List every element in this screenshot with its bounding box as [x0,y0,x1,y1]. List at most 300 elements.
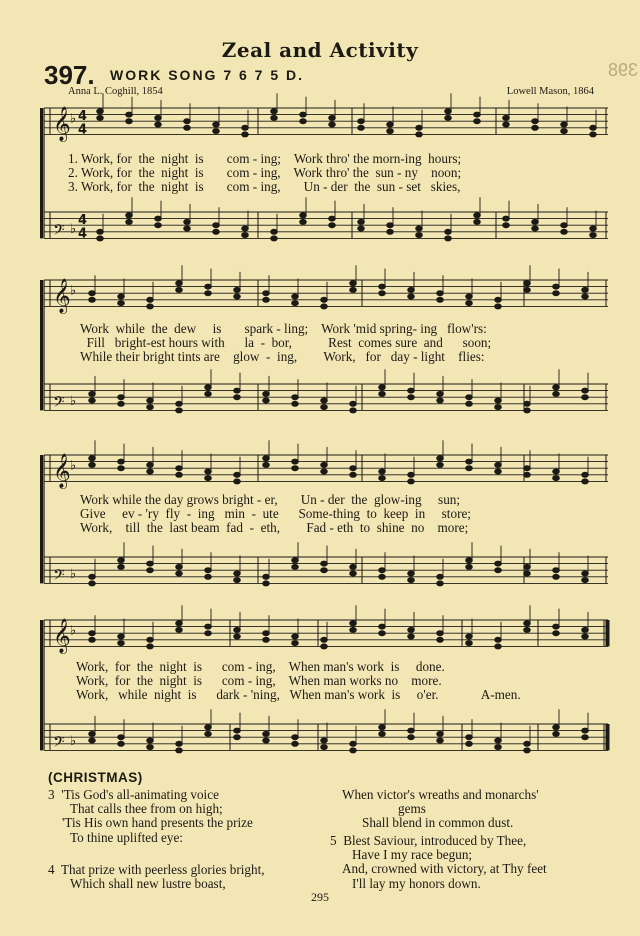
note-head [205,385,212,390]
note-head [466,401,473,406]
note-head [524,741,531,746]
note-head [379,568,386,573]
verse-line: 'Tis His own hand presents the prize [62,815,253,831]
extra-verses-heading: (CHRISTMAS) [48,770,143,785]
verse-5 [330,834,547,891]
note-head [292,466,299,471]
note-head [300,213,307,218]
key-flat: ♭ [70,111,77,127]
note-head [263,456,270,461]
note-head [474,219,481,224]
verse-4-continued [342,788,539,831]
treble-clef: 𝄞 [53,618,71,654]
note-head [553,476,560,481]
note-head [89,462,96,467]
note-head [445,236,452,241]
note-head [176,466,183,471]
note-head [379,391,386,396]
note-head [524,564,531,569]
note-head [553,731,560,736]
note-head [234,388,241,393]
note-head [329,115,336,120]
note-head [387,223,394,228]
note-head [590,132,597,137]
note-head [408,728,415,733]
note-head [321,637,328,642]
note-head [242,226,249,231]
key-flat: ♭ [70,567,77,583]
note-head [408,735,415,740]
note-head [147,469,154,474]
note-head [118,466,125,471]
note-head [292,301,299,306]
note-head [379,725,386,730]
note-head [437,581,444,586]
note-head [495,405,502,410]
verse-3 [48,788,253,845]
note-head [495,745,502,750]
lyric-line: 1. Work, for the night is com - ing; Work thro' the morn-ing hours; [68,151,462,166]
note-head [213,129,220,134]
note-head [466,466,473,471]
note-head [118,301,125,306]
note-head [350,281,357,286]
note-head [379,469,386,474]
note-head [263,297,270,302]
note-head [350,564,357,569]
note-head [524,408,531,413]
note-head [205,284,212,289]
lyric-line: Work, for the night is com - ing, When man's work is done. [76,659,445,674]
note-head [263,462,270,467]
note-head [358,125,365,130]
note-head [300,219,307,224]
note-head [234,728,241,733]
note-head [213,122,220,127]
note-head [292,395,299,400]
note-head [234,479,241,484]
note-head [350,741,357,746]
note-head [466,558,473,563]
note-head [582,287,589,292]
note-head [205,469,212,474]
time-signature: 4 [78,122,88,138]
key-flat: ♭ [70,394,77,410]
bleed-through-number: 398 [607,60,638,80]
verse-line: That calls thee from on high; [70,801,223,817]
note-head [582,735,589,740]
note-head [553,469,560,474]
lyric-line: Work, for the night is com - ing, When man works no more. [76,673,442,688]
note-head [184,125,191,130]
note-head [263,731,270,736]
note-head [118,735,125,740]
note-head [590,233,597,238]
note-head [553,391,560,396]
note-head [524,571,531,576]
key-flat: ♭ [70,222,77,238]
note-head [176,621,183,626]
note-head [89,738,96,743]
note-head [321,745,328,750]
note-head [263,291,270,296]
note-head [292,634,299,639]
note-head [379,291,386,296]
note-head [321,568,328,573]
note-head [126,219,133,224]
hymn-number: 397. [44,60,95,90]
note-head [495,462,502,467]
note-head [292,401,299,406]
note-head [524,281,531,286]
note-head [437,637,444,642]
note-head [503,115,510,120]
note-head [97,115,104,120]
note-head [387,122,394,127]
note-head [89,581,96,586]
note-head [466,395,473,400]
note-head [263,581,270,586]
note-head [118,395,125,400]
note-head [147,644,154,649]
note-head [524,472,531,477]
note-head [379,284,386,289]
note-head [263,398,270,403]
note-head [205,631,212,636]
bass-clef: 𝄢 [53,566,65,588]
verse-line: Which shall new lustre boast, [70,876,226,892]
note-head [466,741,473,746]
note-head [321,644,328,649]
note-head [524,627,531,632]
note-head [234,395,241,400]
composer-credit: Lowell Mason, 1864 [506,86,594,97]
note-head [379,574,386,579]
key-flat: ♭ [70,623,77,639]
note-head [242,233,249,238]
note-head [582,634,589,639]
note-head [321,304,328,309]
note-head [379,624,386,629]
note-head [271,229,278,234]
note-head [89,574,96,579]
note-head [408,294,415,299]
note-head [205,624,212,629]
note-head [582,472,589,477]
note-head [205,725,212,730]
note-head [97,236,104,241]
note-head [155,115,162,120]
verse-4 [48,863,265,891]
note-head [213,229,220,234]
note-head [205,574,212,579]
note-head [466,301,473,306]
note-head [350,401,357,406]
note-head [350,627,357,632]
note-head [176,472,183,477]
note-head [176,627,183,632]
lyric-line: While their bright tints are glow - ing, Work, for day - light flies: [80,349,485,364]
lyric-line: 2. Work, for the night is com - ing, Work thro' the sun - ny noon; [68,165,462,180]
note-head [155,122,162,127]
verse-line: gems [398,801,426,817]
note-head [234,294,241,299]
note-head [118,459,125,464]
note-head [89,731,96,736]
lyric-line: Work, while night is dark - 'ning, When man's work is o'er. A-men. [76,687,521,702]
lyric-line: Give ev - 'ry fly - ing min - ute Some-thing to keep in store; [80,506,471,521]
note-head [408,479,415,484]
note-head [184,119,191,124]
note-head [350,287,357,292]
note-head [176,741,183,746]
note-head [89,297,96,302]
note-head [408,472,415,477]
note-head [176,571,183,576]
note-head [126,213,133,218]
lyric-line: Work while the day grows bright - er, Un - der the glow-ing sun; [80,492,461,507]
note-head [118,294,125,299]
note-head [234,627,241,632]
note-head [445,229,452,234]
note-head [147,561,154,566]
note-head [524,466,531,471]
treble-clef: 𝄞 [53,278,71,314]
note-head [379,631,386,636]
note-head [582,728,589,733]
note-head [553,284,560,289]
note-head [321,297,328,302]
note-head [321,405,328,410]
note-head [329,122,336,127]
note-head [205,391,212,396]
note-head [582,578,589,583]
note-head [503,216,510,221]
verse-line: I'll lay my honors down. [352,875,481,891]
verse-line: Have I my race begun; [352,847,473,863]
note-head [474,119,481,124]
note-head [561,129,568,134]
note-head [437,738,444,743]
note-head [263,738,270,743]
key-flat: ♭ [70,283,77,299]
note-head [147,398,154,403]
note-head [300,112,307,117]
note-head [358,119,365,124]
lyric-line: Work while the dew is spark - ling; Work 'mid spring- ing flow'rs: [80,321,487,336]
note-head [379,476,386,481]
note-head [532,226,539,231]
note-head [147,745,154,750]
note-head [292,735,299,740]
note-head [466,634,473,639]
verse-line: 5 Blest Saviour, introduced by Thee, [330,833,527,848]
note-head [561,229,568,234]
note-head [445,115,452,120]
note-head [321,469,328,474]
note-head [300,119,307,124]
note-head [329,223,336,228]
note-head [408,634,415,639]
note-head [495,469,502,474]
note-head [147,304,154,309]
note-head [437,731,444,736]
note-head [147,738,154,743]
note-head [466,735,473,740]
verse-line: 4 That prize with peerless glories bright, [48,862,265,877]
lyric-line: 3. Work, for the night is com - ing, Un - der the sun - set skies, [68,179,461,194]
note-head [495,738,502,743]
note-head [350,466,357,471]
note-head [437,631,444,636]
note-head [147,297,154,302]
note-head [408,388,415,393]
note-head [292,641,299,646]
treble-clef: 𝄞 [53,453,71,489]
note-head [474,213,481,218]
note-head [495,568,502,573]
note-head [321,561,328,566]
note-head [495,561,502,566]
note-head [205,568,212,573]
note-head [437,398,444,403]
note-head [582,294,589,299]
note-head [184,219,191,224]
note-head [118,741,125,746]
lyric-line: Fill bright-est hours with la - bor, Rest comes sure and soon; [80,335,492,350]
note-head [437,456,444,461]
note-head [271,115,278,120]
note-head [590,226,597,231]
note-head [445,109,452,114]
note-head [97,109,104,114]
note-head [503,223,510,228]
note-head [176,281,183,286]
note-head [582,571,589,576]
note-head [466,294,473,299]
time-signature: 4 [78,213,88,229]
note-head [176,401,183,406]
time-signature: 4 [78,109,88,125]
note-head [263,391,270,396]
note-head [350,621,357,626]
note-head [242,125,249,130]
note-head [437,574,444,579]
verse-line: To thine uplifted eye: [70,829,183,845]
section-title: Zeal and Activity [221,38,419,62]
note-head [553,291,560,296]
note-head [263,637,270,642]
note-head [503,122,510,127]
note-head [118,558,125,563]
note-head [561,122,568,127]
note-head [350,748,357,753]
note-head [466,641,473,646]
note-head [524,621,531,626]
note-head [553,631,560,636]
note-head [582,627,589,632]
note-head [553,574,560,579]
note-head [176,408,183,413]
note-head [176,748,183,753]
note-head [292,294,299,299]
note-head [234,571,241,576]
note-head [89,391,96,396]
note-head [350,408,357,413]
note-head [474,112,481,117]
note-head [553,725,560,730]
note-head [582,395,589,400]
note-head [408,395,415,400]
system-brace [40,620,43,750]
note-head [350,472,357,477]
note-head [329,216,336,221]
note-head [234,578,241,583]
note-head [532,119,539,124]
note-head [118,634,125,639]
note-head [495,644,502,649]
note-head [89,398,96,403]
note-head [582,388,589,393]
note-head [118,401,125,406]
note-head [416,125,423,130]
note-head [582,479,589,484]
note-head [466,459,473,464]
lyric-line: Work, till the last beam fad - eth, Fad - eth to shine no more; [80,520,469,535]
note-head [292,741,299,746]
note-head [321,462,328,467]
note-head [89,456,96,461]
note-head [118,641,125,646]
note-head [147,568,154,573]
note-head [495,304,502,309]
note-head [205,731,212,736]
note-head [205,291,212,296]
note-head [213,223,220,228]
note-head [561,223,568,228]
key-flat: ♭ [70,458,77,474]
note-head [147,405,154,410]
note-head [321,738,328,743]
verse-line: 3 'Tis God's all-animating voice [48,787,219,802]
note-head [358,226,365,231]
note-head [437,391,444,396]
note-head [263,631,270,636]
note-head [155,216,162,221]
note-head [184,226,191,231]
note-head [466,564,473,569]
page-number: 295 [311,890,329,904]
note-head [379,385,386,390]
note-head [416,233,423,238]
note-head [155,223,162,228]
verse-line: When victor's wreaths and monarchs' [342,787,539,802]
note-head [234,735,241,740]
note-head [126,112,133,117]
note-head [495,297,502,302]
note-head [532,219,539,224]
note-head [495,398,502,403]
note-head [590,125,597,130]
note-head [437,297,444,302]
system-brace [40,108,43,238]
note-head [416,226,423,231]
note-head [147,637,154,642]
note-head [495,637,502,642]
note-head [176,564,183,569]
note-head [408,627,415,632]
note-head [176,287,183,292]
